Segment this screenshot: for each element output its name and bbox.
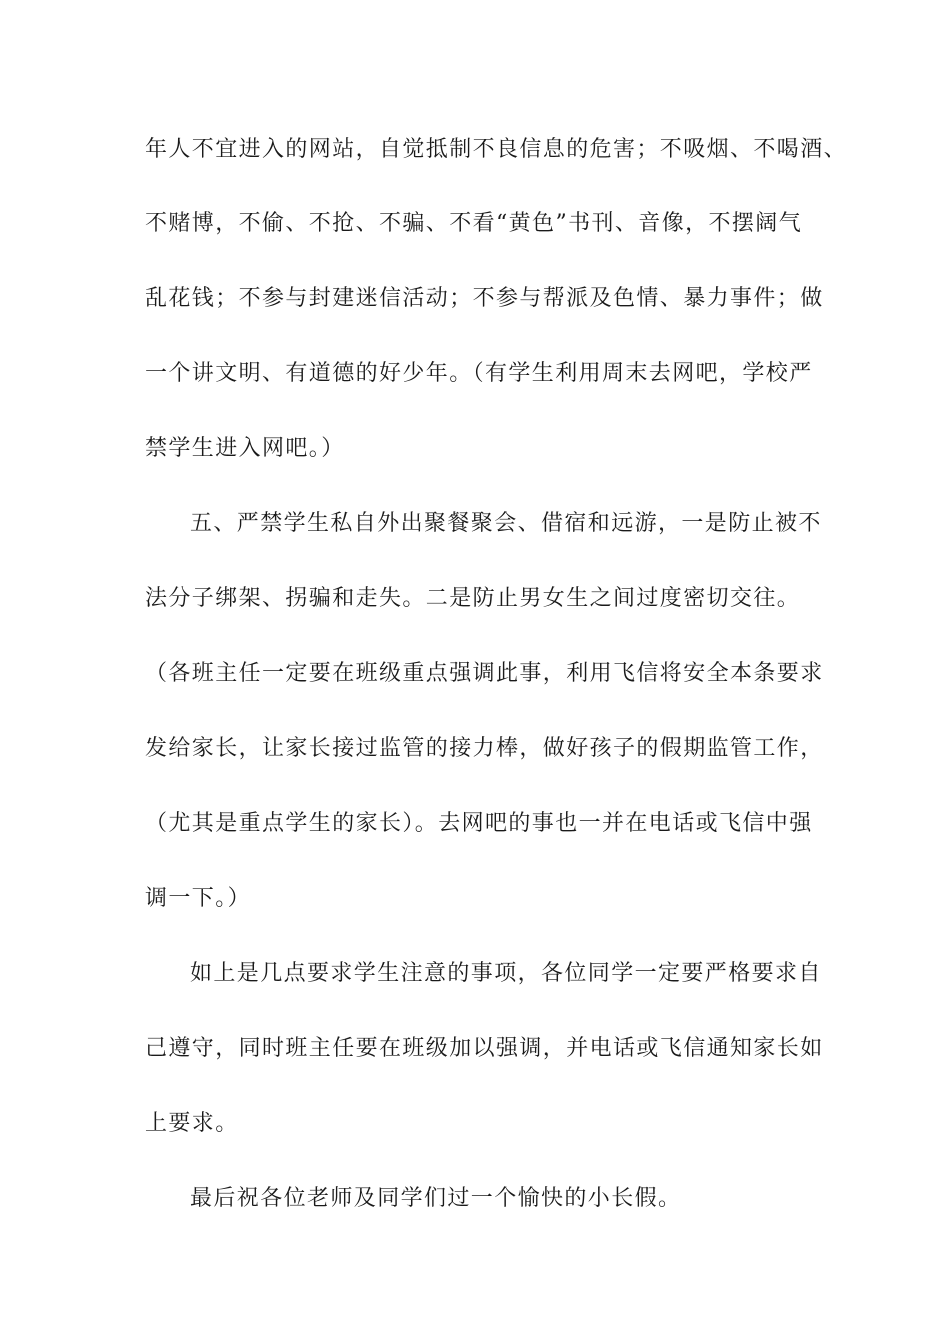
text-line-14: 上要求。 [145,1111,239,1136]
paragraph-summary-start: 如上是几点要求学生注意的事项，各位同学一定要严格要求自 [190,961,822,986]
text-line-2: 不赌博，不偷、不抢、不骗、不看“黄色”书刊、音像，不摆阔气 [145,211,803,236]
text-line-9: 发给家长，让家长接过监管的接力棒，做好孩子的假期监管工作， [145,736,824,761]
text-line-11: 调一下。） [145,886,252,911]
text-line-3: 乱花钱；不参与封建迷信活动；不参与帮派及色情、暴力事件；做 [145,286,824,311]
text-line-13: 己遵守，同时班主任要在班级加以强调，并电话或飞信通知家长如 [145,1036,824,1061]
text-line-1: 年人不宜进入的网站，自觉抵制不良信息的危害；不吸烟、不喝酒、 [145,137,848,162]
text-line-5: 禁学生进入网吧。） [145,436,345,461]
closing-line: 最后祝各位老师及同学们过一个愉快的小长假。 [190,1186,682,1211]
text-line-8: （各班主任一定要在班级重点强调此事，利用飞信将安全本条要求 [145,661,824,686]
text-line-4: 一个讲文明、有道德的好少年。（有学生利用周末去网吧，学校严 [145,361,813,386]
paragraph-5-start: 五、严禁学生私自外出聚餐聚会、借宿和远游，一是防止被不 [190,511,822,536]
text-line-7: 法分子绑架、拐骗和走失。二是防止男女生之间过度密切交往。 [145,586,801,611]
text-line-10: （尤其是重点学生的家长）。去网吧的事也一并在电话或飞信中强 [145,811,813,836]
